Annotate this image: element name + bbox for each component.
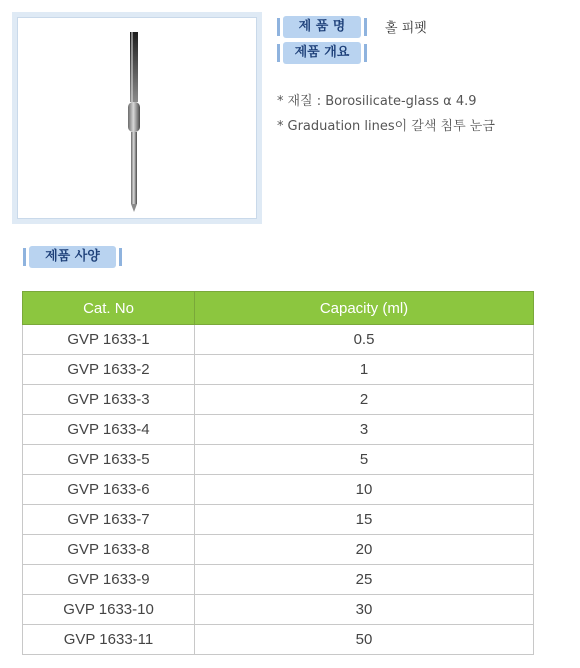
bullet-star: * (277, 119, 284, 134)
product-image-frame (12, 12, 262, 224)
table-row (23, 415, 534, 445)
table-row (23, 325, 534, 355)
capacity-cell: 1 (195, 355, 534, 385)
cat-no-cell: GVP 1633-7 (23, 505, 195, 535)
spec-table (22, 291, 534, 655)
cat-no-cell: GVP 1633-3 (23, 385, 195, 415)
product-image (17, 17, 257, 219)
cat-no-cell: GVP 1633-8 (23, 535, 195, 565)
capacity-cell: 25 (195, 565, 534, 595)
cat-no-cell: GVP 1633-10 (23, 595, 195, 625)
column-header-cat-no: Cat. No (23, 292, 195, 325)
column-header-capacity: Capacity (ml) (195, 292, 534, 325)
capacity-cell: 10 (195, 475, 534, 505)
feature-graduation (277, 115, 495, 134)
table-row (23, 625, 534, 655)
product-overview-badge: 제품 개요 (283, 42, 361, 64)
table-row (23, 535, 534, 565)
bullet-star: * (277, 94, 284, 109)
table-row (23, 445, 534, 475)
table-row (23, 505, 534, 535)
pipette-photo-icon (18, 18, 256, 218)
cat-no-cell: GVP 1633-2 (23, 355, 195, 385)
cat-no-cell: GVP 1633-5 (23, 445, 195, 475)
feature-material (277, 90, 477, 109)
cat-no-cell: GVP 1633-1 (23, 325, 195, 355)
table-row (23, 355, 534, 385)
feature-text: Graduation lines이 갈색 침투 눈금 (287, 119, 495, 134)
table-row (23, 475, 534, 505)
capacity-cell: 2 (195, 385, 534, 415)
capacity-cell: 5 (195, 445, 534, 475)
cat-no-cell: GVP 1633-6 (23, 475, 195, 505)
capacity-cell: 15 (195, 505, 534, 535)
capacity-cell: 20 (195, 535, 534, 565)
cat-no-cell: GVP 1633-4 (23, 415, 195, 445)
capacity-cell: 3 (195, 415, 534, 445)
spec-table-header-row (23, 292, 534, 325)
product-spec-badge: 제품 사양 (29, 246, 116, 268)
capacity-cell: 50 (195, 625, 534, 655)
table-row (23, 385, 534, 415)
capacity-cell: 30 (195, 595, 534, 625)
product-name-value: 홀 피펫 (385, 21, 427, 36)
product-name-badge: 제 품 명 (283, 16, 361, 38)
cat-no-cell: GVP 1633-9 (23, 565, 195, 595)
capacity-cell: 0.5 (195, 325, 534, 355)
feature-text: 재질 : Borosilicate-glass α 4.9 (287, 94, 477, 109)
table-row (23, 595, 534, 625)
table-row (23, 565, 534, 595)
cat-no-cell: GVP 1633-11 (23, 625, 195, 655)
